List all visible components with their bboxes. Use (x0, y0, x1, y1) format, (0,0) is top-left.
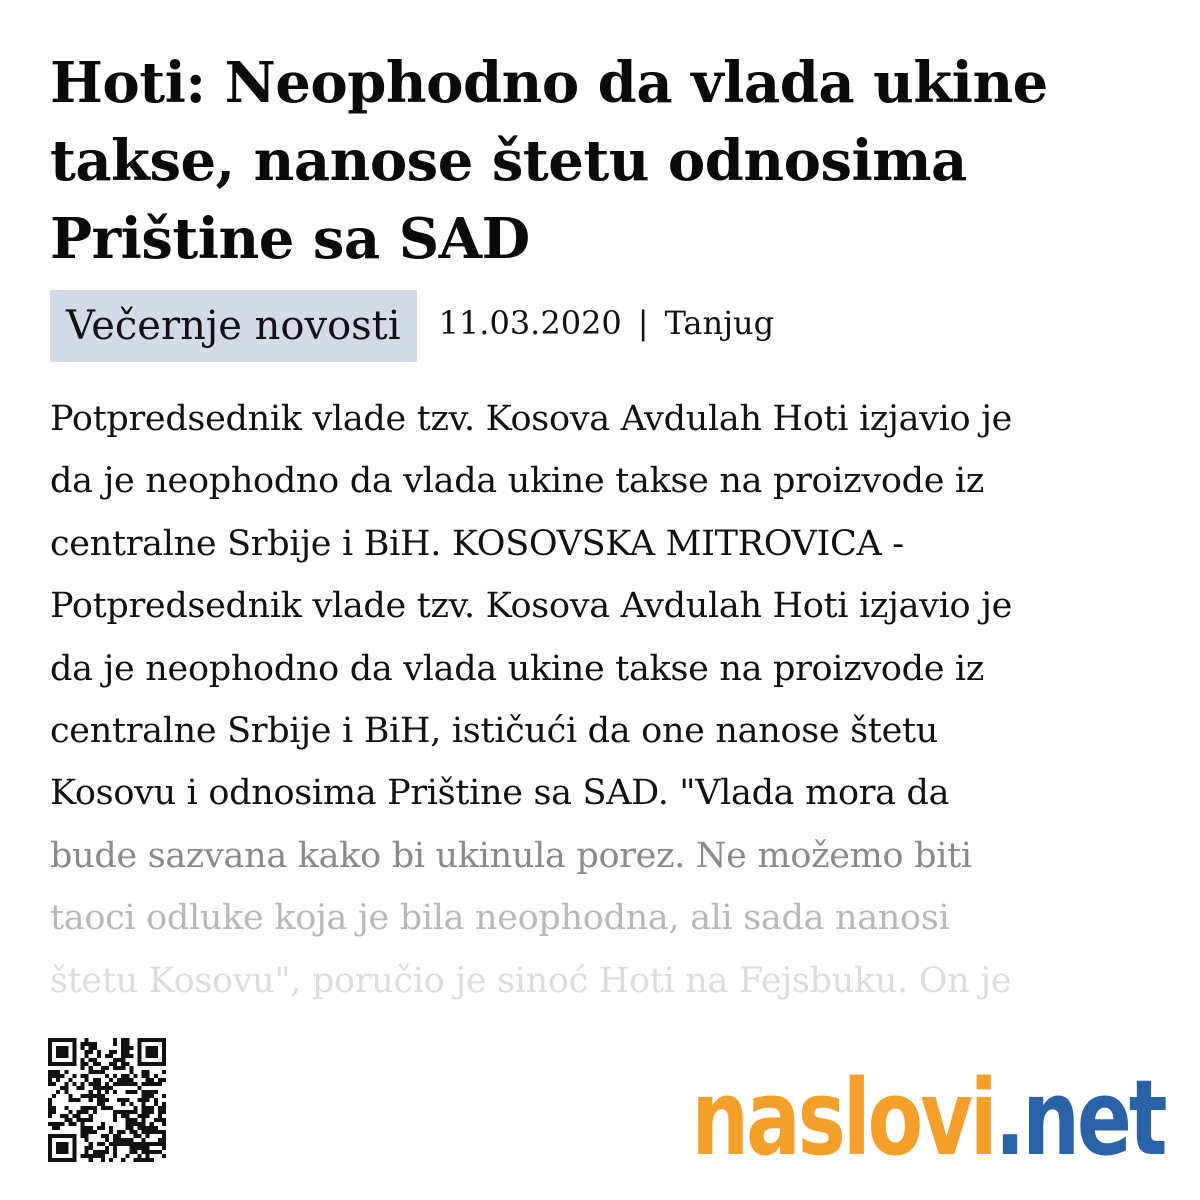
body-line: Kosovu i odnosima Prištine sa SAD. "Vlada mora da (50, 773, 950, 814)
body-line: centralne Srbije i BiH, ističući da one nanose štetu (50, 711, 938, 752)
source-badge[interactable]: Večernje novosti (50, 290, 417, 362)
body-line: centralne Srbije i BiH. KOSOVSKA MITROVICA - (50, 523, 904, 564)
article-date: 11.03.2020 (438, 304, 622, 342)
logo-text-net: .net (994, 1057, 1164, 1179)
article-meta (50, 290, 774, 362)
body-line: da je neophodno da vlada ukine takse na proizvode iz (50, 461, 984, 502)
meta-info (439, 290, 775, 342)
meta-separator: | (637, 304, 649, 342)
article-title: Hoti: Neophodno da vlada ukine takse, nanose štetu odnosima Prištine sa SAD (50, 50, 1048, 272)
body-line: Potpredsednik vlade tzv. Kosova Avdulah Hoti izjavio je (50, 399, 1013, 439)
logo-text-naslovi: naslovi (690, 1057, 995, 1179)
body-line: taoci odluke koja je bila neophodna, ali sada nanosi (50, 898, 950, 939)
body-line: štetu Kosovu", poručio je sinoć Hoti na Fejsbuku. On je (50, 960, 1012, 1001)
qr-code-icon[interactable] (48, 1038, 166, 1162)
body-line: bude sazvana kako bi ukinula porez. Ne možemo biti (50, 835, 972, 876)
naslovi-net-logo[interactable] (690, 1057, 1164, 1179)
article-body (50, 388, 1170, 1013)
body-line: Potpredsednik vlade tzv. Kosova Avdulah Hoti izjavio je (50, 586, 1013, 627)
article-agency: Tanjug (664, 304, 775, 342)
body-line: da je neophodno da vlada ukine takse na proizvode iz (50, 648, 984, 689)
